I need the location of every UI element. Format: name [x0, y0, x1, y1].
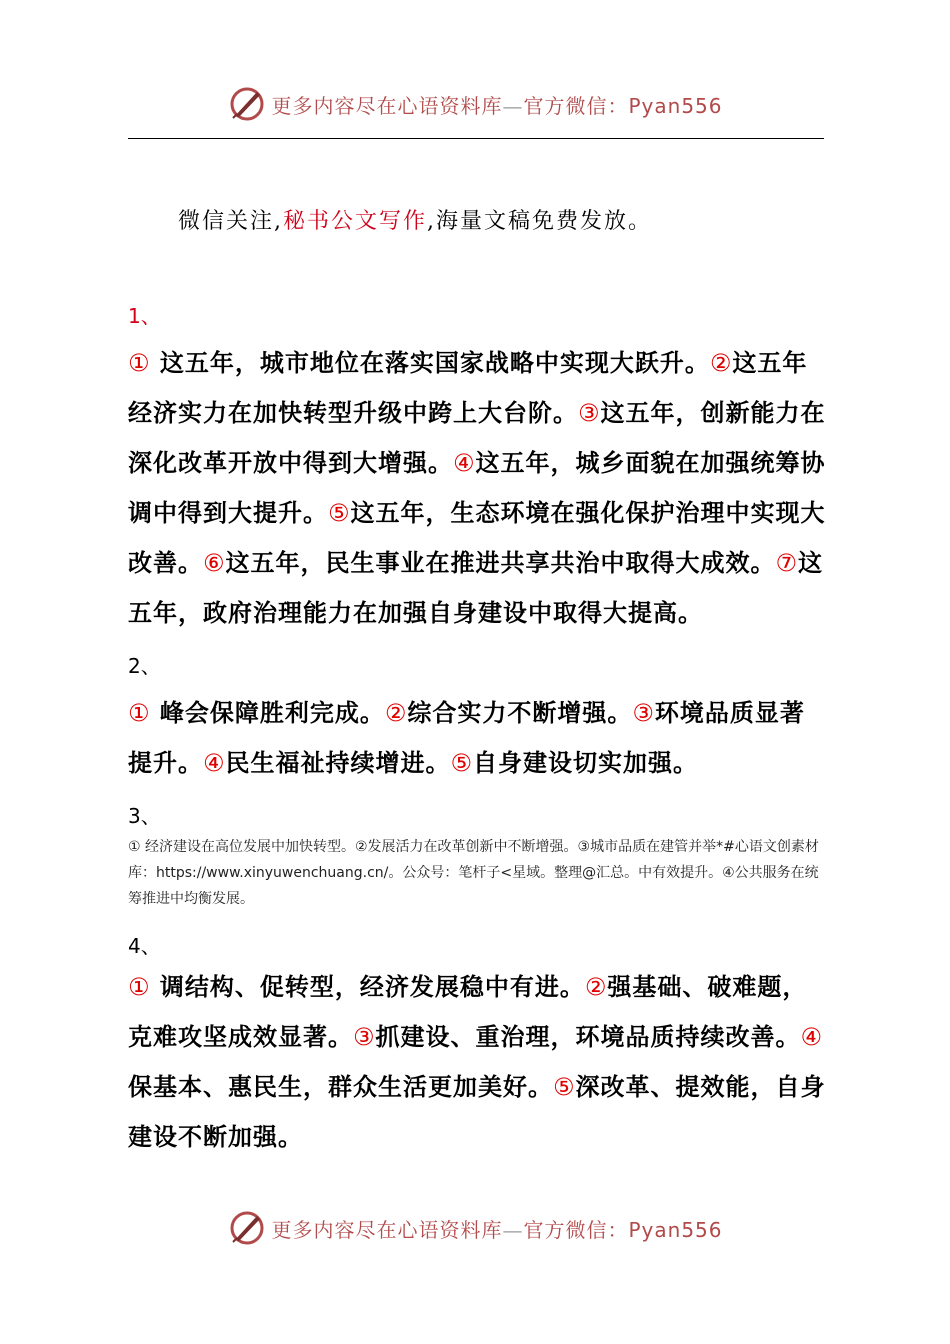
item-mark: ④: [800, 1023, 824, 1051]
banner-wechat-label: 官方微信：: [523, 1217, 629, 1242]
banner-wechat-id: Pyan556: [628, 93, 723, 118]
banner-text: [271, 90, 722, 119]
item-mark: ①: [128, 973, 151, 1001]
section-3-paragraph: ① 经济建设在高位发展中加快转型。②发展活力在改革创新中不断增强。③城市品质在建管并举*#心语文创素材库：https://www.xinyuwenchuang.cn/。公众号：笔杆子<星域。整理@汇总。中有效提升。④公共服务在统筹推进中均衡发展。: [128, 839, 819, 907]
footer-banner: [0, 1206, 950, 1250]
item-text: 峰会保障胜利完成。: [150, 699, 385, 727]
item-mark: ①: [128, 699, 151, 727]
item-text: 这五年，创新能力在深化改革开放中得到大增强。: [128, 399, 826, 477]
item-mark: ④: [203, 749, 226, 777]
section-number-4: 4、: [128, 934, 161, 958]
item-mark: ②: [384, 699, 408, 727]
quill-logo-icon: [227, 1208, 267, 1248]
item-mark: ⑥: [203, 549, 226, 577]
item-mark: ②: [584, 973, 608, 1001]
intro-highlight: 秘书公文写作: [283, 209, 428, 234]
section-number-1: 1、: [128, 304, 161, 328]
item-text: 这五年经济实力在加快转型升级中跨上大台阶。: [128, 349, 808, 427]
section-number-2: 2、: [128, 654, 161, 678]
item-text: 抓建设、重治理，环境品质持续改善。: [375, 1023, 801, 1051]
section-4-paragraph: [128, 962, 828, 1162]
banner-title: 更多内容尽在心语资料库: [271, 93, 503, 118]
item-text: 深改革、提效能，自身建设不断加强。: [128, 1073, 826, 1151]
item-mark: ②: [709, 349, 733, 377]
item-mark: ⑤: [553, 1073, 576, 1101]
banner-wechat-id: Pyan556: [628, 1217, 723, 1242]
banner-wechat-label: 官方微信：: [523, 93, 629, 118]
item-text: 保基本、惠民生，群众生活更加美好。: [128, 1073, 553, 1101]
banner-title: 更多内容尽在心语资料库: [271, 1217, 503, 1242]
item-text: 这五年，城市地位在落实国家战略中实现大跃升。: [150, 349, 710, 377]
item-text: 这五年，生态环境在强化保护治理中实现大改善。: [128, 499, 826, 577]
section-1-paragraph: [128, 338, 828, 638]
quill-logo-icon: [227, 84, 267, 124]
item-mark: ⑤: [328, 499, 351, 527]
item-text: 民生福祉持续增进。: [225, 749, 451, 777]
intro-line: [178, 204, 652, 235]
item-mark: ④: [453, 449, 476, 477]
banner-separator: —: [502, 1217, 524, 1242]
item-text: 环境品质显著提升。: [128, 699, 805, 777]
item-text: 调结构、促转型，经济发展稳中有进。: [150, 973, 585, 1001]
banner-text: [271, 1214, 722, 1243]
item-mark: ③: [578, 399, 601, 427]
item-text: 综合实力不断增强。: [407, 699, 633, 727]
item-mark: ⑦: [775, 549, 799, 577]
item-mark: ⑤: [450, 749, 474, 777]
section-number-3: 3、: [128, 804, 161, 828]
item-mark: ①: [128, 349, 151, 377]
intro-prefix: 微信关注,: [178, 209, 283, 234]
item-mark: ③: [353, 1023, 376, 1051]
section-2-paragraph: [128, 688, 828, 788]
intro-suffix: ,海量文稿免费发放。: [427, 209, 653, 234]
item-text: 自身建设切实加强。: [473, 749, 699, 777]
item-text: 强基础、破难题，克难攻坚成效显著。: [128, 973, 808, 1051]
item-text: 这五年，民生事业在推进共享共治中取得大成效。: [225, 549, 776, 577]
header-divider: [128, 138, 824, 139]
item-text: 这五年，政府治理能力在加强自身建设中取得大提高。: [128, 549, 824, 627]
item-text: 这五年，城乡面貌在加强统筹协调中得到大提升。: [128, 449, 826, 527]
header-banner: [0, 82, 950, 126]
item-mark: ③: [632, 699, 655, 727]
banner-separator: —: [502, 93, 524, 118]
